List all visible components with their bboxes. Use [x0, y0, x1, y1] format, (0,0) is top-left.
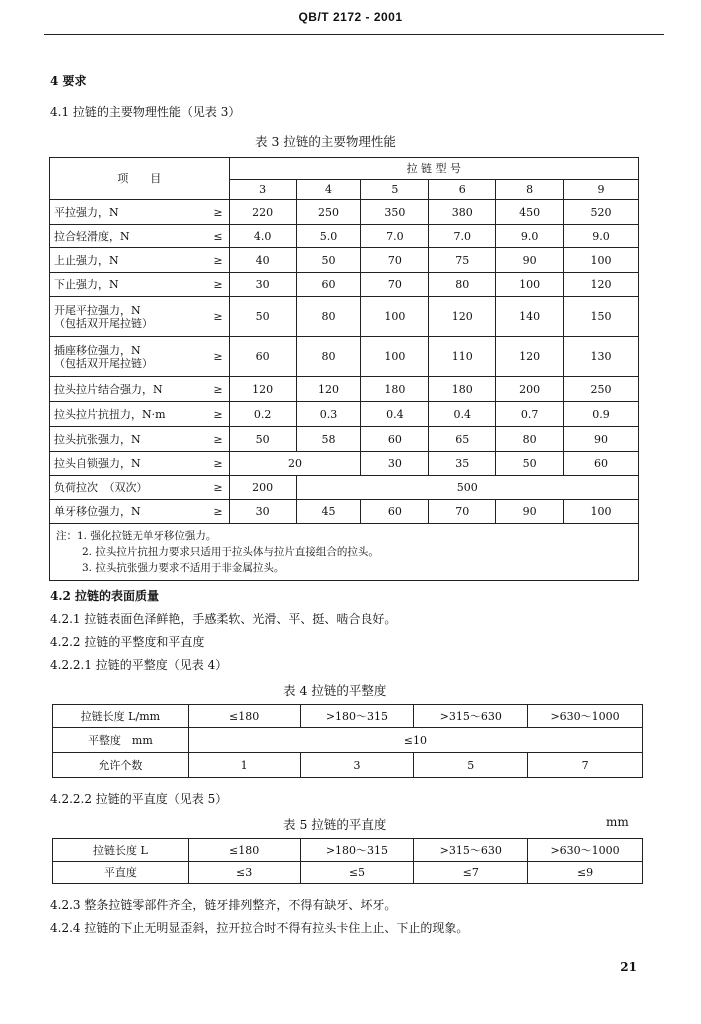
note-line: 2. 拉头拉片抗扭力要求只适用于拉头体与拉片直接组合的拉头。: [82, 546, 379, 558]
value-cell: 50: [229, 297, 296, 337]
value-cell: 7.0: [361, 225, 429, 248]
value-cell: 90: [496, 248, 564, 273]
relation-sign: ≥: [197, 377, 229, 402]
item-label: 拉头拉片结合强力，N: [50, 377, 198, 402]
value-cell: 1: [188, 753, 300, 778]
table3-notes-row: [50, 524, 639, 581]
value-cell: 60: [361, 427, 429, 452]
table-row: [53, 862, 643, 884]
value-cell: 80: [496, 427, 564, 452]
item-label: [50, 337, 198, 377]
value-cell: 0.4: [429, 402, 496, 427]
value-cell: 380: [429, 200, 496, 225]
table-row: [50, 225, 639, 248]
value-cell: 50: [296, 248, 361, 273]
item-label: 上止强力，N: [50, 248, 198, 273]
value-cell: 350: [361, 200, 429, 225]
value-cell: 9.0: [564, 225, 639, 248]
section-4-heading: 4 要求: [50, 74, 87, 88]
table-row: [50, 273, 639, 297]
table-row: [50, 402, 639, 427]
item-label-line1: 插座移位强力，N: [54, 343, 141, 357]
value-cell: 0.7: [496, 402, 564, 427]
value-cell: 4.0: [229, 225, 296, 248]
value-cell: 110: [429, 337, 496, 377]
model-cell: 6: [429, 180, 496, 200]
section-4-2-3-text: 4.2.3 整条拉链零部件齐全，链牙排列整齐，不得有缺牙、坏牙。: [50, 898, 397, 912]
section-4-2-heading: 4.2 拉链的表面质量: [50, 589, 160, 603]
value-cell: 0.4: [361, 402, 429, 427]
value-cell: 90: [564, 427, 639, 452]
value-cell: 120: [229, 377, 296, 402]
standard-code: QB/T 2172 - 2001: [298, 10, 403, 24]
merged-value-cell: ≤10: [188, 728, 642, 753]
value-cell: 75: [429, 248, 496, 273]
item-label-line2: （包括双开尾拉链）: [54, 356, 153, 370]
model-cell: 8: [496, 180, 564, 200]
value-cell: 5.0: [296, 225, 361, 248]
section-4-2-2-heading: 4.2.2 拉链的平整度和平直度: [50, 635, 205, 649]
item-label: 拉合轻滑度，N: [50, 225, 198, 248]
value-cell: 100: [496, 273, 564, 297]
value-cell: 130: [564, 337, 639, 377]
value-cell: >315～630: [414, 705, 528, 728]
value-cell: 60: [229, 337, 296, 377]
table3-item-header: 项 目: [50, 158, 230, 200]
relation-sign: ≥: [197, 452, 229, 476]
value-cell: 120: [496, 337, 564, 377]
relation-sign: ≥: [197, 297, 229, 337]
table-row: [50, 200, 639, 225]
table-row: [50, 377, 639, 402]
value-cell: 30: [229, 500, 296, 524]
section-4-1-heading: 4.1 拉链的主要物理性能（见表 3）: [50, 105, 241, 119]
value-cell: 100: [564, 248, 639, 273]
value-cell: 50: [229, 427, 296, 452]
table-row: [50, 500, 639, 524]
merged-value-cell: 500: [296, 476, 638, 500]
value-cell: 100: [361, 337, 429, 377]
table-row: [50, 297, 639, 337]
value-cell: 0.9: [564, 402, 639, 427]
header-rule: [44, 34, 664, 35]
value-cell: 60: [296, 273, 361, 297]
value-cell: 80: [296, 297, 361, 337]
value-cell: >180～315: [300, 839, 414, 862]
table5-caption: 表 5 拉链的平直度: [283, 817, 387, 832]
value-cell: ≤7: [414, 862, 528, 884]
note-line: 注：1. 强化拉链无单牙移位强力。: [56, 530, 217, 542]
value-cell: ≤9: [528, 862, 643, 884]
value-cell: 60: [361, 500, 429, 524]
relation-sign: ≥: [197, 427, 229, 452]
relation-sign: ≥: [197, 402, 229, 427]
value-cell: 70: [429, 500, 496, 524]
row-label: 平直度: [53, 862, 189, 884]
table-row: [53, 753, 643, 778]
row-label: 平整度 mm: [53, 728, 189, 753]
value-cell: 30: [361, 452, 429, 476]
relation-sign: ≥: [197, 200, 229, 225]
value-cell: 9.0: [496, 225, 564, 248]
section-4-2-1-text: 4.2.1 拉链表面色泽鲜艳，手感柔软、光滑、平、挺、啮合良好。: [50, 612, 397, 626]
table4: [52, 704, 643, 778]
table4-caption: 表 4 拉链的平整度: [283, 683, 387, 698]
model-cell: 3: [229, 180, 296, 200]
value-cell: 30: [229, 273, 296, 297]
value-cell: 58: [296, 427, 361, 452]
relation-sign: ≥: [197, 337, 229, 377]
value-cell: 65: [429, 427, 496, 452]
relation-sign: ≤: [197, 225, 229, 248]
item-label-line1: 开尾平拉强力，N: [54, 303, 141, 317]
value-cell: 200: [229, 476, 296, 500]
model-cell: 5: [361, 180, 429, 200]
value-cell: 150: [564, 297, 639, 337]
value-cell: 90: [496, 500, 564, 524]
value-cell: >315～630: [414, 839, 528, 862]
table-row: [50, 476, 639, 500]
value-cell: 180: [361, 377, 429, 402]
value-cell: ≤180: [188, 705, 300, 728]
relation-sign: ≥: [197, 500, 229, 524]
item-label: 平拉强力，N: [50, 200, 198, 225]
value-cell: ≤5: [300, 862, 414, 884]
relation-sign: ≥: [197, 476, 229, 500]
item-label-line2: （包括双开尾拉链）: [54, 316, 153, 330]
value-cell: 450: [496, 200, 564, 225]
value-cell: 5: [414, 753, 528, 778]
table-row: [53, 839, 643, 862]
value-cell: 7.0: [429, 225, 496, 248]
section-4-2-2-1-heading: 4.2.2.1 拉链的平整度（见表 4）: [50, 658, 228, 672]
section-4-2-4-text: 4.2.4 拉链的下止无明显歪斜，拉开拉合时不得有拉头卡住上止、下止的现象。: [50, 921, 469, 935]
item-label: 单牙移位强力，N: [50, 500, 198, 524]
row-label: 拉链长度 L/mm: [53, 705, 189, 728]
value-cell: >180～315: [300, 705, 414, 728]
value-cell: 520: [564, 200, 639, 225]
value-cell: 80: [296, 337, 361, 377]
value-cell: 3: [300, 753, 414, 778]
table-row: [50, 337, 639, 377]
item-label: 负荷拉次 （双次）: [50, 476, 198, 500]
value-cell: 250: [564, 377, 639, 402]
value-cell: 40: [229, 248, 296, 273]
value-cell: 220: [229, 200, 296, 225]
value-cell: >630～1000: [528, 705, 643, 728]
model-cell: 9: [564, 180, 639, 200]
value-cell: 35: [429, 452, 496, 476]
value-cell: 120: [296, 377, 361, 402]
note-line: 3. 拉头抗张强力要求不适用于非金属拉头。: [82, 562, 285, 574]
value-cell: ≤3: [188, 862, 300, 884]
item-label: 拉头拉片抗扭力，N·m: [50, 402, 198, 427]
value-cell: 140: [496, 297, 564, 337]
table-row: [50, 452, 639, 476]
table-row: [53, 728, 643, 753]
table-row: [50, 248, 639, 273]
table3-notes: [50, 524, 639, 581]
value-cell: 70: [361, 273, 429, 297]
value-cell: 100: [361, 297, 429, 337]
value-cell: >630～1000: [528, 839, 643, 862]
value-cell: 100: [564, 500, 639, 524]
item-label: 拉头抗张强力，N: [50, 427, 198, 452]
row-label: 允许个数: [53, 753, 189, 778]
value-cell: 60: [564, 452, 639, 476]
value-cell: 0.3: [296, 402, 361, 427]
value-cell: 70: [361, 248, 429, 273]
relation-sign: ≥: [197, 248, 229, 273]
row-label: 拉链长度 L: [53, 839, 189, 862]
value-cell: 0.2: [229, 402, 296, 427]
value-cell: 250: [296, 200, 361, 225]
table3-caption: 表 3 拉链的主要物理性能: [255, 134, 396, 149]
value-cell: 7: [528, 753, 643, 778]
table3-model-header: 拉 链 型 号: [229, 158, 638, 180]
table5: [52, 838, 643, 884]
table-row: [50, 427, 639, 452]
item-label: 下止强力，N: [50, 273, 198, 297]
model-cell: 4: [296, 180, 361, 200]
value-cell: 120: [429, 297, 496, 337]
relation-sign: ≥: [197, 273, 229, 297]
item-label: 拉头自锁强力，N: [50, 452, 198, 476]
value-cell: 80: [429, 273, 496, 297]
merged-value-cell: 20: [229, 452, 361, 476]
item-label: [50, 297, 198, 337]
section-4-2-2-2-heading: 4.2.2.2 拉链的平直度（见表 5）: [50, 792, 228, 806]
page-number: 21: [620, 960, 637, 974]
value-cell: 200: [496, 377, 564, 402]
value-cell: 45: [296, 500, 361, 524]
value-cell: 180: [429, 377, 496, 402]
table5-unit: mm: [606, 815, 629, 829]
value-cell: ≤180: [188, 839, 300, 862]
value-cell: 120: [564, 273, 639, 297]
table3: [49, 157, 639, 581]
table-row: [53, 705, 643, 728]
value-cell: 50: [496, 452, 564, 476]
